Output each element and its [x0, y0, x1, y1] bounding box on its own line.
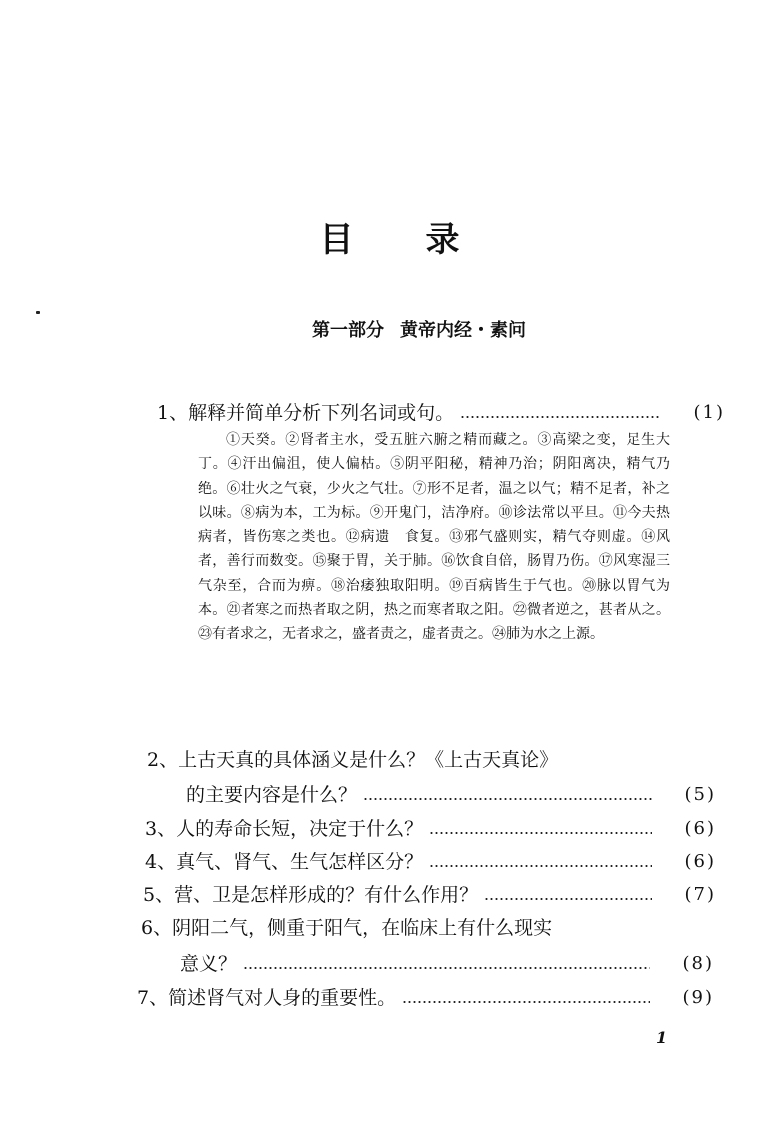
toc-entry-5[interactable]	[143, 882, 716, 908]
toc-entry-6-number: 6、	[141, 917, 173, 939]
toc-entry-7-title: 简述肾气对人身的重要性。	[168, 987, 397, 1009]
toc-entry-1-detail	[198, 428, 670, 647]
page-number: 1	[656, 1028, 668, 1047]
toc-entry-1-title: 解释并简单分析下列名词或句。	[188, 402, 455, 424]
title-char-2: 录	[425, 220, 462, 260]
toc-entry-2-title-cont: 的主要内容是什么？	[186, 784, 358, 806]
toc-entry-3-title: 人的寿命长短，决定于什么？	[176, 818, 424, 840]
toc-entry-1-number: 1、	[157, 402, 189, 424]
toc-entry-6-leader	[243, 967, 650, 969]
toc-entry-5-leader	[484, 898, 652, 900]
toc-entry-1-page: (1)	[693, 402, 725, 423]
toc-entry-7-page: (9)	[682, 987, 714, 1008]
toc-entry-7-number: 7、	[137, 987, 169, 1009]
toc-entry-2-continued[interactable]	[186, 782, 716, 808]
page-title	[0, 212, 781, 261]
toc-entry-6-title: 阴阳二气，侧重于阳气，在临床上有什么现实	[172, 917, 553, 939]
toc-entry-6[interactable]	[141, 915, 552, 941]
toc-entry-4[interactable]	[145, 849, 716, 875]
stray-mark	[36, 311, 40, 314]
toc-entry-1-leader	[460, 416, 661, 418]
toc-entry-6-continued[interactable]	[180, 951, 714, 977]
toc-entry-4-number: 4、	[145, 851, 177, 873]
toc-entry-2-leader	[363, 798, 652, 800]
toc-entry-4-leader	[429, 865, 652, 867]
toc-entry-5-number: 5、	[143, 884, 175, 906]
toc-entry-4-page: (6)	[684, 851, 716, 872]
toc-entry-2-title: 上古天真的具体涵义是什么？《上古天真论》	[178, 749, 559, 771]
toc-entry-7-leader	[402, 1001, 650, 1003]
part-heading	[312, 316, 526, 342]
toc-entry-3-leader	[429, 832, 652, 834]
part-name: 黄帝内经・素问	[400, 320, 526, 341]
toc-entry-6-title-cont: 意义？	[180, 953, 238, 975]
toc-entry-6-page: (8)	[682, 953, 714, 974]
toc-entry-3-number: 3、	[145, 818, 177, 840]
toc-entry-2-number: 2、	[147, 749, 179, 771]
toc-entry-7[interactable]	[137, 985, 714, 1011]
title-char-1: 目	[319, 220, 356, 260]
toc-entry-3-page: (6)	[684, 818, 716, 839]
part-label: 第一部分	[312, 320, 384, 341]
toc-entry-1-detail-text: ①天癸。②肾者主水，受五脏六腑之精而藏之。③高梁之变，足生大丁。④汗出偏沮，使人偏枯。⑤阴平阳秘，精神乃治；阴阳离决，精气乃绝。⑥壮火之气衰，少火之气壮。⑦形不足者，温之以气；精不足者，补之以味。⑧病为本，工为标。⑨开鬼门，洁净府。⑩诊法常以平旦。⑪今夫热病者，皆伤寒之类也。⑫病遗 食复。⑬邪气盛则实，精气夺则虚。⑭风者，善行而数变。⑮聚于胃，关于肺。⑯饮食自倍，肠胃乃伤。⑰风寒湿三气杂至，合而为痹。⑱治痿独取阳明。⑲百病皆生于气也。⑳脉以胃气为本。㉑者寒之而热者取之阴，热之而寒者取之阳。㉒微者逆之，甚者从之。㉓有者求之，无者求之，盛者责之，虚者责之。㉔肺为水之上源。	[198, 432, 670, 643]
toc-entry-5-page: (7)	[684, 884, 716, 905]
toc-entry-3[interactable]	[145, 816, 716, 842]
toc-entry-2-page: (5)	[684, 784, 716, 805]
toc-entry-4-title: 真气、肾气、生气怎样区分？	[176, 851, 424, 873]
toc-entry-5-title: 营、卫是怎样形成的？有什么作用？	[174, 884, 479, 906]
toc-entry-1[interactable]	[157, 400, 725, 426]
toc-entry-2[interactable]	[147, 747, 558, 773]
